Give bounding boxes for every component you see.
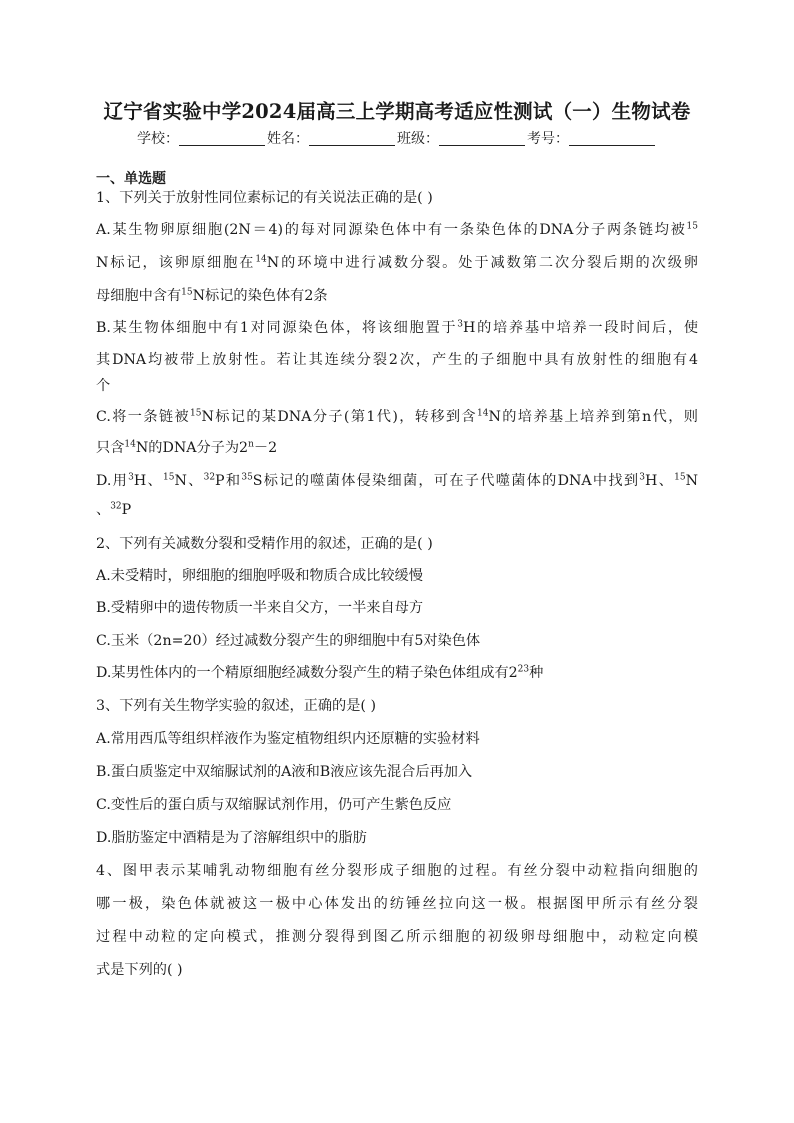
q2-option-c: C.玉米（2n=20）经过减数分裂产生的卵细胞中有5对染色体 <box>96 633 481 649</box>
q2-option-d: D.某男性体内的一个精原细胞经减数分裂产生的精子染色体组成有$2^{23}$种 <box>96 664 544 681</box>
q1-option-d-line1: D.用$^3$H、$^{15}$N、$^{32}$P和$^{35}$S标记的噬菌体侵染细菌，可在子代噬菌体的DNA中找到$^3$H、$^{15}$N <box>96 472 699 489</box>
section-title: 一、单选题 <box>96 171 166 187</box>
q3-stem: 3、下列有关生物学实验的叙述，正确的是( ) <box>96 698 376 714</box>
class-label: 班级： <box>397 131 439 147</box>
q1-option-a-line2: N标记，该卵原细胞在$^{14}$N的环境中进行减数分裂。处于减数第二次分裂后期的次级卵 <box>96 254 698 271</box>
q4-line1: 4、图甲表示某哺乳动物细胞有丝分裂形成子细胞的过程。有丝分裂中动粒指向细胞的 <box>96 863 698 879</box>
exam-no-blank[interactable] <box>569 131 655 146</box>
q2-option-b: B.受精卵中的遗传物质一半来自父方，一半来自母方 <box>96 600 424 616</box>
q3-option-d: D.脂肪鉴定中酒精是为了溶解组织中的脂肪 <box>96 830 367 846</box>
q4-line3: 过程中动粒的定向模式，推测分裂得到图乙所示细胞的初级卵母细胞中，动粒定向模 <box>96 929 698 945</box>
q1-stem: 1、下列关于放射性同位素标记的有关说法正确的是( ) <box>96 190 433 206</box>
q4-line4: 式是下列的( ) <box>96 962 183 978</box>
q1-option-b-line1: B.某生物体细胞中有1对同源染色体，将该细胞置于$^3$H的培养基中培养一段时间后，使 <box>96 319 699 336</box>
q3-option-c: C.变性后的蛋白质与双缩脲试剂作用，仍可产生紫色反应 <box>96 797 452 813</box>
q1-option-b-line3: 个 <box>96 378 111 394</box>
q1-option-b-line2: 其DNA均被带上放射性。若让其连续分裂2次，产生的子细胞中具有放射性的细胞有4 <box>96 352 698 368</box>
q1-option-d-line2: 、$^{32}$P <box>96 501 132 518</box>
q1-option-c-line2: 只含$^{14}$N的DNA分子为$2^n-2$ <box>96 439 278 456</box>
exam-title: 辽宁省实验中学2024届高三上学期高考适应性测试（一）生物试卷 <box>103 100 691 123</box>
q2-stem: 2、下列有关减数分裂和受精作用的叙述，正确的是( ) <box>96 536 433 552</box>
q1-option-c-line1: C.将一条链被$^{15}$N标记的某DNA分子(第1代)，转移到含$^{14}$N的培养基上培养到第n代，则 <box>96 408 698 425</box>
q4-line2: 哪一极，染色体就被这一极中心体发出的纺锤丝拉向这一极。根据图甲所示有丝分裂 <box>96 896 698 912</box>
q1-option-a-line1: A.某生物卵原细胞(2N＝4)的每对同源染色体中有一条染色体的DNA分子两条链均被$^{15}$ <box>96 221 698 238</box>
name-blank[interactable] <box>309 131 395 146</box>
q3-option-a: A.常用西瓜等组织样液作为鉴定植物组织内还原糖的实验材料 <box>96 731 480 747</box>
name-label: 姓名： <box>267 131 309 147</box>
q3-option-b: B.蛋白质鉴定中双缩脲试剂的A液和B液应该先混合后再加入 <box>96 764 473 780</box>
school-blank[interactable] <box>179 131 265 146</box>
q2-option-a: A.未受精时，卵细胞的细胞呼吸和物质合成比较缓慢 <box>96 568 423 584</box>
q1-option-a-line3: 母细胞中含有$^{15}$N标记的染色体有2条 <box>96 287 328 304</box>
student-info-row <box>0 128 794 148</box>
school-label: 学校： <box>137 131 179 147</box>
class-blank[interactable] <box>439 131 525 146</box>
exam-no-label: 考号： <box>527 131 569 147</box>
